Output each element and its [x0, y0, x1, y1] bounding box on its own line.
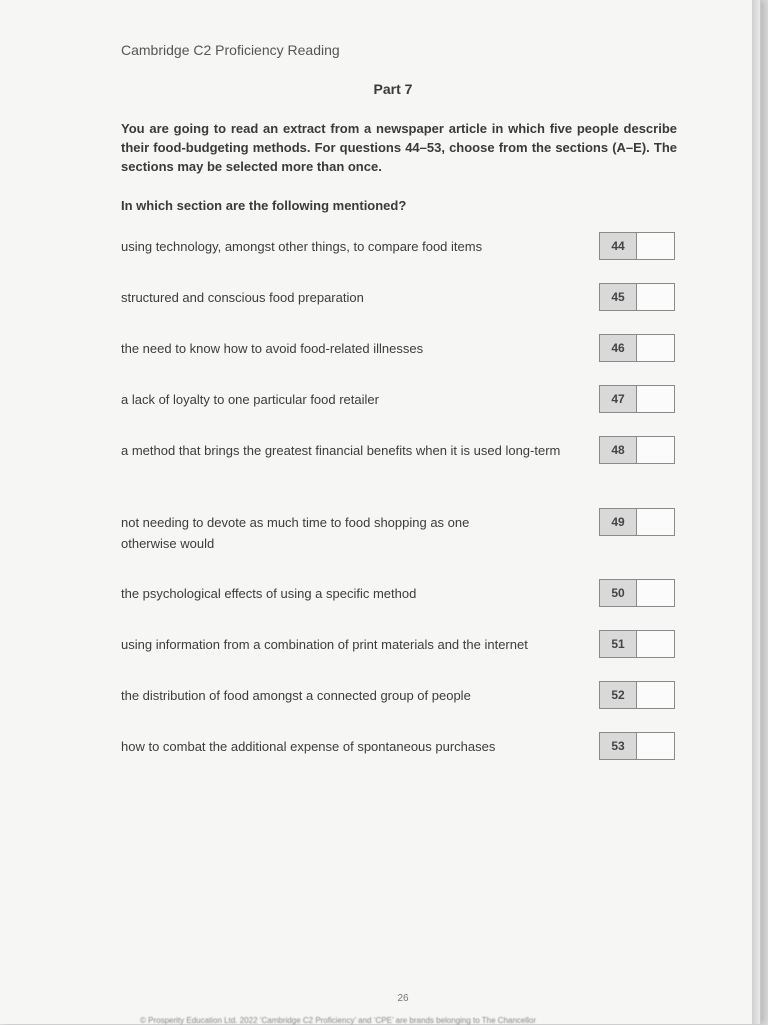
question-number: 50	[600, 580, 637, 606]
answer-field[interactable]	[637, 386, 674, 412]
answer-field[interactable]	[637, 733, 674, 759]
question-text: a lack of loyalty to one particular food retailer	[121, 392, 379, 407]
answer-field[interactable]	[637, 682, 674, 708]
question-number: 44	[600, 233, 637, 259]
question-text: how to combat the additional expense of spontaneous purchases	[121, 739, 496, 754]
question-number: 46	[600, 335, 637, 361]
answer-box	[599, 508, 675, 536]
question-text: using information from a combination of print materials and the internet	[121, 637, 528, 652]
question-number: 51	[600, 631, 637, 657]
question-text: a method that brings the greatest financial benefits when it is used long-term	[121, 443, 561, 458]
answer-field[interactable]	[637, 509, 674, 535]
copyright-footer: © Prosperity Education Ltd. 2022 ‘Cambridge C2 Proficiency’ and ‘CPE’ are brands belonging to The Chancellor	[140, 1016, 537, 1025]
answer-box	[599, 681, 675, 709]
answer-box	[599, 732, 675, 760]
question-number: 52	[600, 682, 637, 708]
question-number: 45	[600, 284, 637, 310]
answer-field[interactable]	[637, 631, 674, 657]
question-text: structured and conscious food preparation	[121, 290, 364, 305]
answer-box	[599, 579, 675, 607]
question-text: the psychological effects of using a specific method	[121, 586, 417, 601]
answer-field[interactable]	[637, 233, 674, 259]
part-title: Part 7	[373, 81, 413, 97]
answer-field[interactable]	[637, 580, 674, 606]
page-number: 26	[397, 993, 409, 1004]
instructions-paragraph: You are going to read an extract from a newspaper article in which five people describe their food-budgeting methods. For questions 44–53, choose from the sections (A–E). The sections may be selected more than once.	[121, 121, 677, 174]
answer-box	[599, 630, 675, 658]
question-number: 49	[600, 509, 637, 535]
answer-box	[599, 334, 675, 362]
answer-field[interactable]	[637, 437, 674, 463]
question-number: 53	[600, 733, 637, 759]
book-title-header: Cambridge C2 Proficiency Reading	[121, 42, 340, 58]
answer-field[interactable]	[637, 335, 674, 361]
answer-box	[599, 436, 675, 464]
answer-box	[599, 385, 675, 413]
question-prompt: In which section are the following mentioned?	[121, 198, 407, 213]
page-edge-shadow	[752, 0, 760, 1024]
question-text: the need to know how to avoid food-related illnesses	[121, 341, 424, 356]
question-text: using technology, amongst other things, to compare food items	[121, 239, 483, 254]
answer-box	[599, 232, 675, 260]
question-number: 47	[600, 386, 637, 412]
question-text: not needing to devote as much time to food shopping as one otherwise would	[121, 515, 470, 551]
question-number: 48	[600, 437, 637, 463]
question-text: the distribution of food amongst a connected group of people	[121, 688, 471, 703]
answer-field[interactable]	[637, 284, 674, 310]
answer-box	[599, 283, 675, 311]
